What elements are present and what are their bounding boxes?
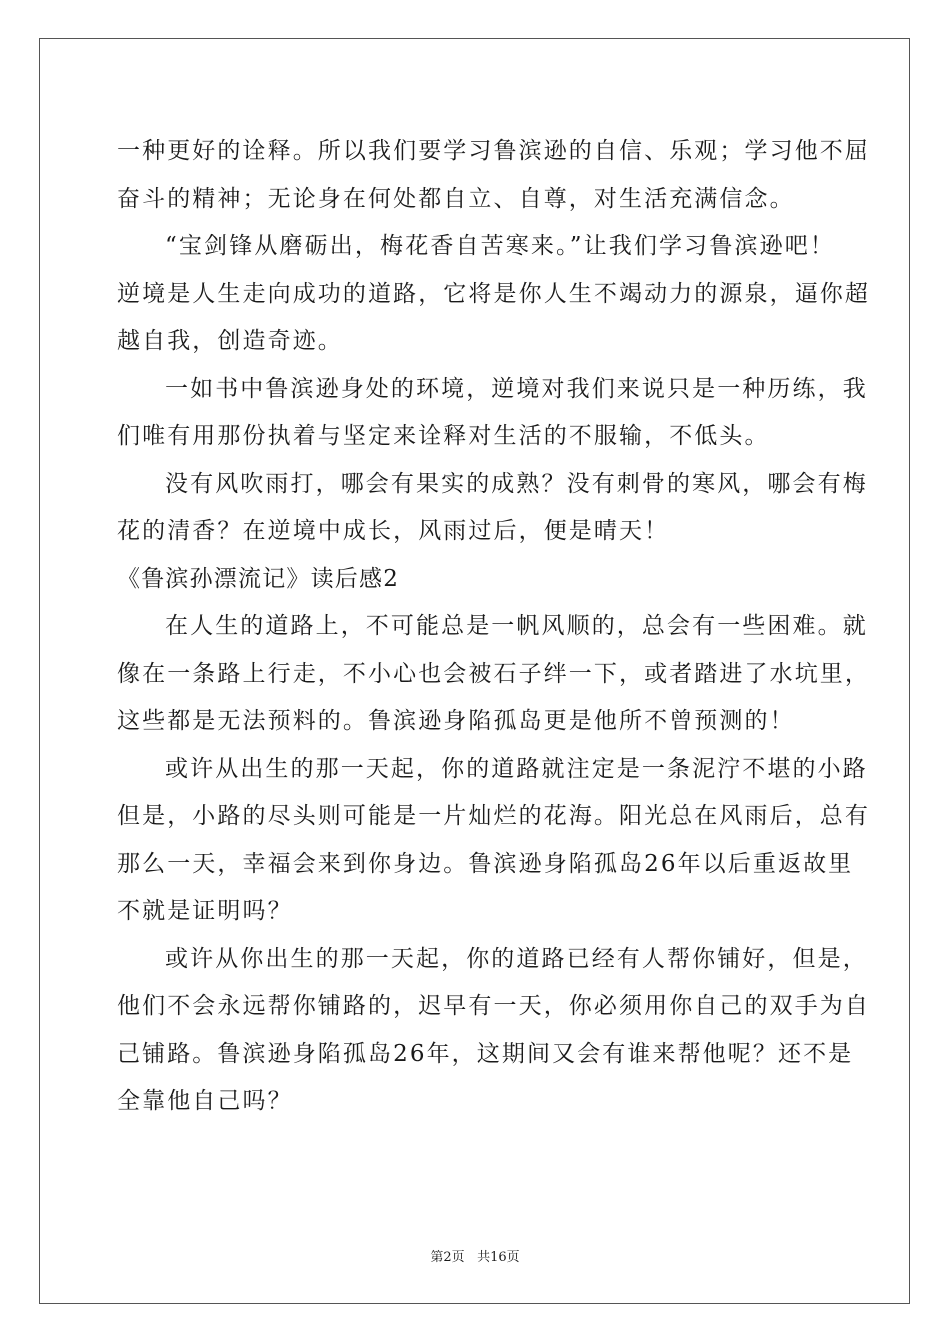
- body-line: 全靠他自己吗？: [117, 1088, 293, 1114]
- body-line: 越自我，创造奇迹。: [117, 328, 343, 354]
- document-body: [117, 128, 870, 1126]
- body-line: 或许从你出生的那一天起，你的道路已经有人帮你铺好，但是，: [165, 945, 868, 972]
- body-line: 不就是证明吗？: [117, 898, 293, 924]
- body-line: 像在一条路上行走，不小心也会被石子绊一下，或者踏进了水坑里，: [117, 660, 870, 687]
- section-heading: 《鲁滨孙漂流记》读后感2: [117, 565, 400, 592]
- body-line: 但是，小路的尽头则可能是一片灿烂的花海。阳光总在风雨后，总有: [117, 803, 870, 829]
- body-line: 一如书中鲁滨逊身处的环境，逆境对我们来说只是一种历练，我: [165, 375, 868, 402]
- body-line: 奋斗的精神；无论身在何处都自立、自尊，对生活充满信念。: [117, 185, 795, 212]
- body-line: 这些都是无法预料的。鲁滨逊身陷孤岛更是他所不曾预测的！: [117, 708, 795, 734]
- body-line: 没有风吹雨打，哪会有果实的成熟？没有刺骨的寒风，哪会有梅: [165, 470, 868, 497]
- body-line: 一种更好的诠释。所以我们要学习鲁滨逊的自信、乐观；学习他不屈: [117, 138, 870, 164]
- page-number: 第2页: [430, 1250, 465, 1265]
- page-total: 共16页: [477, 1250, 520, 1265]
- body-line: 们唯有用那份执着与坚定来诠释对生活的不服输，不低头。: [117, 423, 770, 449]
- body-line: 那么一天，幸福会来到你身边。鲁滨逊身陷孤岛26年以后重返故里: [117, 850, 854, 877]
- body-line: 他们不会永远帮你铺路的，迟早有一天，你必须用你自己的双手为自: [117, 993, 870, 1019]
- body-line: 或许从出生的那一天起，你的道路就注定是一条泥泞不堪的小路: [165, 755, 868, 782]
- body-line: 己铺路。鲁滨逊身陷孤岛26年，这期间又会有谁来帮他呢？还不是: [117, 1040, 854, 1067]
- body-line: “宝剑锋从磨砺出，梅花香自苦寒来。”让我们学习鲁滨逊吧！: [165, 233, 835, 259]
- body-line: 在人生的道路上，不可能总是一帆风顺的，总会有一些困难。就: [165, 613, 868, 639]
- page-footer: [0, 1246, 950, 1265]
- body-line: 花的清香？在逆境中成长，风雨过后，便是晴天！: [117, 518, 670, 544]
- body-line: 逆境是人生走向成功的道路，它将是你人生不竭动力的源泉，逼你超: [117, 280, 870, 307]
